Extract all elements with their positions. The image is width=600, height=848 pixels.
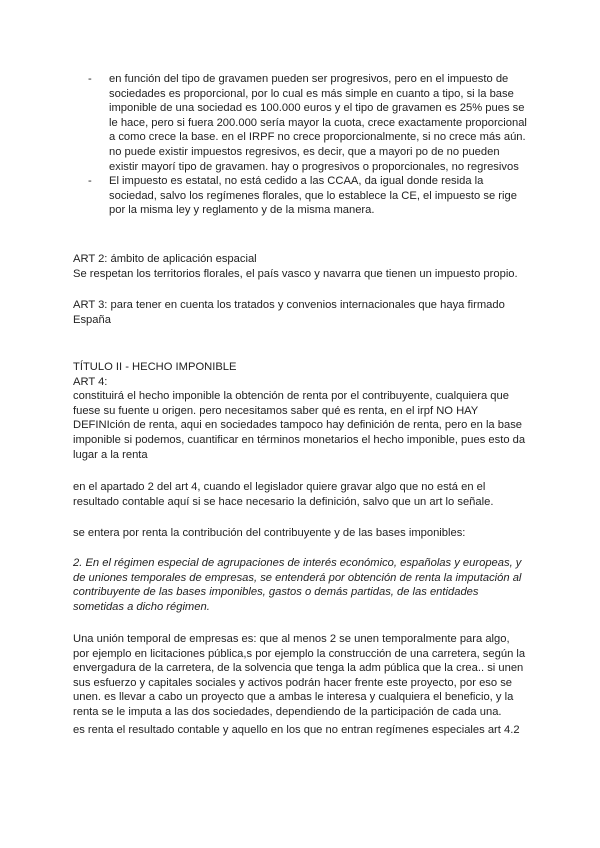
apartado2-paragraph: en el apartado 2 del art 4, cuando el legislador quiere gravar algo que no está en el resultado contable aquí si se hace necesario la definición, salvo que un art lo señale. bbox=[73, 481, 494, 508]
titulo2-section bbox=[73, 360, 528, 462]
art3-paragraph: ART 3: para tener en cuenta los tratados y convenios internacionales que haya firmado España bbox=[73, 299, 505, 326]
art2-section bbox=[73, 252, 528, 281]
bullet-dash: - bbox=[88, 73, 92, 85]
quote-paragraph: 2. En el régimen especial de agrupaciones de interés económico, españolas y europeas, y de uniones temporales de empresas, se entenderá por obtención de renta la imputación al contribuyente de las bases imponibles, gastos o demás partidas, de las entidades sometidas a dicho régimen. bbox=[73, 557, 522, 613]
art4-label: ART 4: bbox=[73, 375, 108, 388]
bullet-list bbox=[88, 72, 528, 218]
bullet-text: en función del tipo de gravamen pueden ser progresivos, pero en el impuesto de sociedades es proporcional, por lo cual es más simple en cuanto a tipo, si la base imponible de una sociedad es 100.000 euros y el tipo de gravamen es 25% pues se le hace, pero si fuera 200.000 sería mayor la cuota, crece exactamente proporcional a como crece la base. en el IRPF no crece proporcionalmente, si no crece más aún. no puede existir impuestos regresivos, es decir, que a mayori po de no pueden existir mayorí tipo de gravamen. hay o progresivos o proporcionales, no regresivos bbox=[109, 73, 527, 173]
se-entera-paragraph: se entera por renta la contribución del contribuyente y de las bases imponibles: bbox=[73, 527, 466, 539]
bullet-item bbox=[88, 72, 528, 174]
es-renta-paragraph: es renta el resultado contable y aquello en los que no entran regímenes especiales art 4.2 bbox=[73, 724, 520, 736]
union-temporal-paragraph: Una unión temporal de empresas es: que al menos 2 se unen temporalmente para algo, por ejemplo en licitaciones pública,s por ejemplo la construcción de una carretera, según la envergadura de la carretera, de la solvencia que tenga la adm pública que la crea.. si unen sus esfuerzo y capitales sociales y activos podrán hacer frente este proyecto, por eso se unen. es llevar a cabo un proyecto que a ambas le interesa y cualquiera el beneficio, y la renta se le imputa a las dos sociedades, dependiendo de la participación de cada una. bbox=[73, 633, 526, 718]
art4-text: constituirá el hecho imponible la obtención de renta por el contribuyente, cualquiera que fuese su fuente u origen. pero necesitamos saber qué es renta, en el irpf NO HAY DEFINIción de renta, aqui en sociedades tampoco hay definición de renta, pero en la base imponible si podemos, cuantificar en términos monetarios el hecho imponible, pues esto da lugar a la renta bbox=[73, 390, 526, 461]
art2-text: Se respetan los territorios florales, el país vasco y navarra que tienen un impuesto propio. bbox=[73, 267, 518, 280]
bullet-text: El impuesto es estatal, no está cedido a las CCAA, da igual donde resida la sociedad, salvo los regímenes florales, que lo establece la CE, el impuesto se rige por la misma ley y reglamento y de la misma manera. bbox=[109, 175, 517, 217]
titulo2-heading: TÍTULO II - HECHO IMPONIBLE bbox=[73, 361, 237, 373]
bullet-dash: - bbox=[88, 175, 92, 188]
art2-heading: ART 2: ámbito de aplicación espacial bbox=[73, 253, 257, 265]
bullet-item bbox=[88, 174, 528, 218]
